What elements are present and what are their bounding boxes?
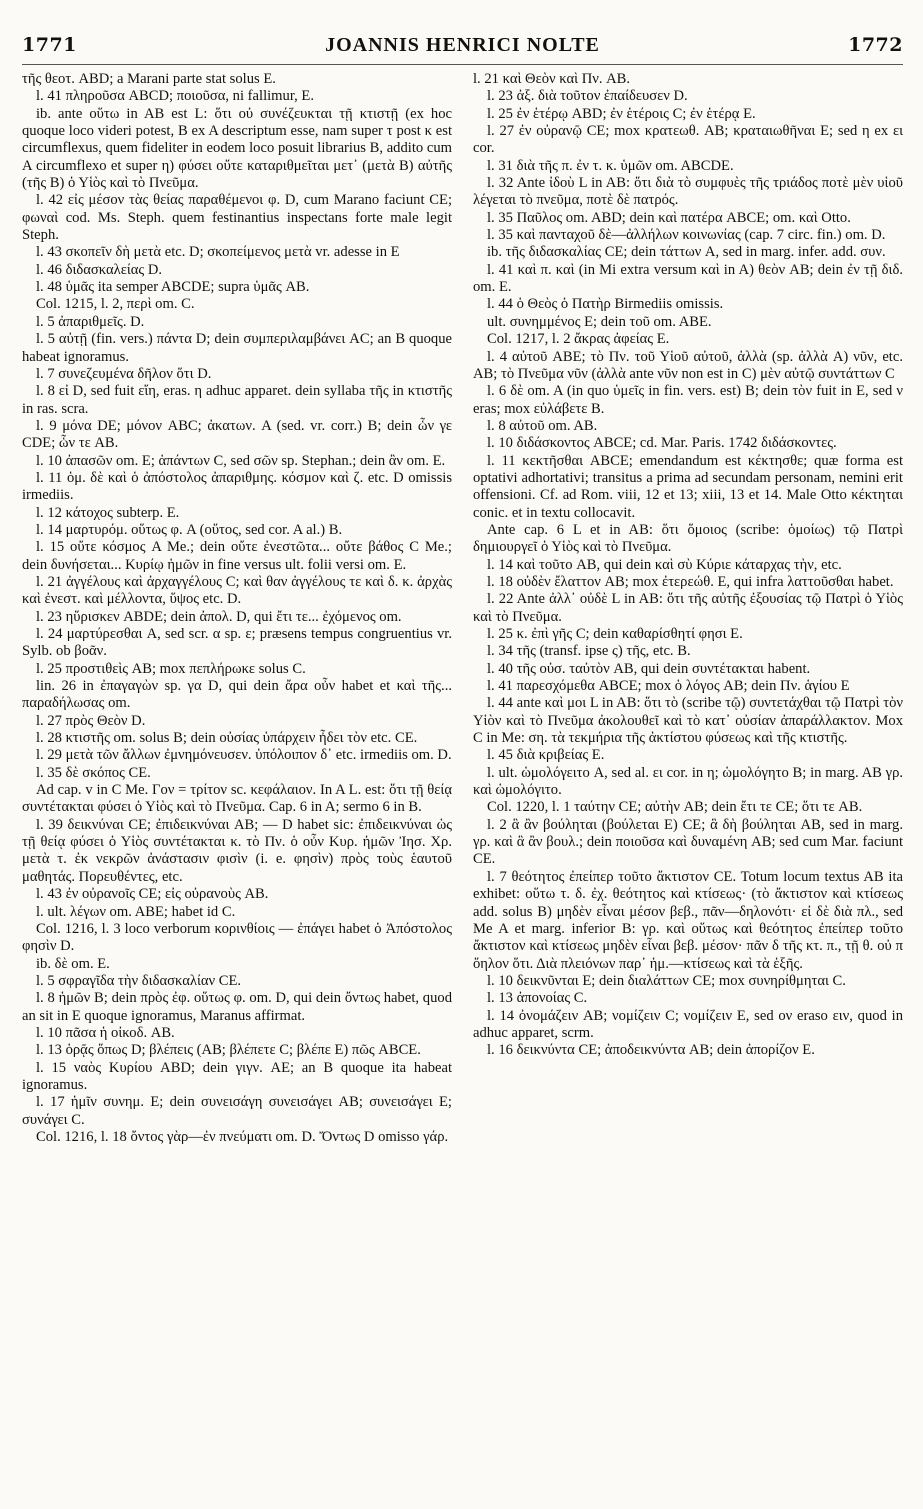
apparatus-note: l. 48 ὑμᾶς ita semper ABCDE; supra ὑμᾶς AB. [36, 279, 310, 296]
apparatus-note: l. 14 μαρτυρόμ. οὕτως φ. A (οὕτος, sed cor. A al.) B. [36, 521, 343, 538]
apparatus-note: l. 23 ἀξ. διὰ τοῦτον ἐπαίδευσεν D. [487, 88, 688, 105]
apparatus-note: l. 17 ἡμῖν συνημ. E; dein συνεισάγη συνεισάγει AB; συνεισάγει E; συνάγει C. [22, 1094, 452, 1128]
apparatus-note: l. 27 πρὸς Θεὸν D. [36, 712, 146, 729]
apparatus-note: l. 43 ἐν οὐρανοῖς CE; εἰς οὐρανοὺς AB. [36, 886, 269, 903]
apparatus-note: ib. τῆς διδασκαλίας CE; dein τάττων A, sed in marg. infer. add. συν. [487, 244, 886, 261]
right-column [473, 71, 903, 1146]
apparatus-note: l. 44 ὁ Θεὸς ὁ Πατὴρ Birmediis omissis. [487, 296, 724, 313]
apparatus-note: l. 5 ἀπαριθμεῖς. D. [36, 313, 145, 330]
apparatus-note: l. 22 Ante ἀλλ᾽ οὐδὲ L in AB: ὅτι τῆς αὐτῆς ἐξουσίας τῷ Πατρὶ ὁ Υἱὸς καὶ τὸ Πνεῦμα. [473, 591, 903, 625]
apparatus-note: l. 10 διδάσκοντος ABCE; cd. Mar. Paris. 1742 διδάσκοντες. [487, 435, 837, 452]
page-header [22, 30, 903, 65]
page-number-left: 1771 [22, 34, 77, 56]
apparatus-note: l. 45 διὰ κριβείας E. [487, 747, 605, 764]
apparatus-note: l. 29 μετὰ τῶν ἄλλων ἐμνημόνευσεν. ὑπόλοιπον δ᾽ etc. irmediis om. D. [36, 747, 452, 764]
apparatus-note: Ad cap. v in C Me. Γον = τρίτον sc. κεφάλαιον. In A L. est: ὅτι τῇ θείᾳ συντέτακται φύσει ὁ Υἱὸς καὶ τὸ Πνεῦμα. Cap. 6 in A; sermo 6 in B. [22, 782, 452, 816]
apparatus-note: l. 8 ἡμῶν B; dein πρὸς ἐφ. οὕτως φ. om. D, qui dein ὄντως habet, quod an sit in E quoque ignoramus, Maranus affirmat. [22, 990, 452, 1024]
apparatus-note: Col. 1216, l. 3 loco verborum κορινθίοις — ἐπάγει habet ὁ Ἀπόστολος φησὶν D. [22, 920, 452, 955]
apparatus-note: l. 4 αὐτοῦ ABE; τὸ Πν. τοῦ Υἱοῦ αὐτοῦ, ἀλλὰ (sp. ἀλλὰ A) νῦν, etc. AB; τὸ Πνεῦμα νῦν (ἀλλὰ ante νῦν non est in C) μὲν αὐτῷ συντάττων C [473, 348, 903, 382]
page-number-right: 1772 [848, 34, 903, 56]
left-column [22, 71, 452, 1146]
apparatus-note: l. 35 δὲ σκόπος CE. [36, 764, 151, 781]
apparatus-note: l. 32 Ante ἰδοὺ L in AB: ὅτι διὰ τὸ συμφυὲς τῆς τριάδος ποτὲ μὲν υἱοῦ λέγεται τὸ πνεῦμα, ποτὲ δὲ πατρός. [473, 175, 903, 209]
apparatus-note: Col. 1216, l. 18 ὄντος γὰρ—ἐν πνεύματι om. D. Ὄντως D omisso γάρ. [36, 1128, 449, 1145]
apparatus-note: l. 18 οὐδὲν ἔλαττον AB; mox ἐτερεώθ. E, qui infra λαττοῦσθαι habet. [487, 573, 894, 590]
apparatus-note: l. 6 δὲ om. A (in quo ὑμεῖς in fin. vers. est) B; dein τὸν fuit in E, sed ν eras; mox εὐλάβετε B. [473, 383, 903, 417]
apparatus-note: Ante cap. 6 L et in AB: ὅτι ὅμοιος (scribe: ὁμοίως) τῷ Πατρὶ δημιουργεῖ ὁ Υἱὸς καὶ τὸ Πνεῦμα. [473, 521, 903, 556]
apparatus-note: l. 31 διὰ τῆς π. ἐν τ. κ. ὑμῶν om. ABCDE. [487, 157, 734, 174]
apparatus-note: l. 5 σφραγῖδα τὴν διδασκαλίαν CE. [36, 972, 242, 989]
apparatus-note: l. 11 ὁμ. δὲ καὶ ὁ ἀπόστολος ἀπαριθμης. κόσμον καὶ ζ. etc. D omissis irmediis. [22, 469, 452, 504]
apparatus-note: l. 7 συνεζευμένα δῆλον ὅτι D. [36, 365, 212, 382]
apparatus-note: l. 10 ἀπασῶν om. E; ἁπάντων C, sed σῶν sp. Stephan.; dein ἂν om. E. [36, 452, 446, 469]
apparatus-note: l. 41 καὶ π. καὶ (in Mi extra versum καὶ in A) θεὸν AB; dein ἐν τῇ διδ. om. E. [473, 261, 903, 296]
apparatus-note: l. 14 καὶ τοῦτο AB, qui dein καὶ σὺ Κύριε κάταρχας τὴν, etc. [487, 556, 842, 573]
apparatus-note: l. 21 ἀγγέλους καὶ ἀρχαγγέλους C; καὶ θαν ἀγγέλους τε καὶ δ. κ. ἀρχὰς καὶ ἐνεστ. καὶ μέλλοντα, ὕψος etc. D. [22, 573, 452, 608]
apparatus-note: l. 35 Παῦλος om. ABD; dein καὶ πατέρα ABCE; om. καὶ Otto. [487, 209, 851, 226]
apparatus-note: l. ult. ὡμολόγειτο A, sed al. ει cor. in η; ὡμολόγητο B; in marg. AB γρ. καὶ ὡμολόγιτο. [473, 764, 903, 799]
apparatus-note: l. 25 ἐν ἑτέρῳ ABD; ἐν ἑτέροις C; ἐν ἑτέρᾳ E. [487, 105, 756, 122]
columns [22, 71, 903, 1146]
apparatus-note: l. 39 δεικνύναι CE; ἐπιδεικνύναι AB; — D habet sic: ἐπιδεικνύναι ὡς τῇ θείᾳ φύσει ὁ Υἱὸς συντέτακται κ. τὸ Πν. ὁ οὖν Κυρ. ἡμῶν Ἰησ. Χρ. μετὰ τ. ἐκ νεκρῶν ἀνάστασιν φισὶν (i. e. φησὶν) πρὸς τοὺς ἑαυτοῦ μαθητάς. Πορευθέντες, etc. [22, 816, 452, 885]
apparatus-note: l. 41 πληροῦσα ABCD; ποιοῦσα, ni fallimur, E. [36, 88, 314, 105]
apparatus-note: l. 35 καὶ πανταχοῦ δὲ—ἀλλήλων κοινωνίας (cap. 7 circ. fin.) om. D. [487, 227, 886, 244]
apparatus-note: l. 25 κ. ἐπὶ γῆς C; dein καθαρίσθητί φησι E. [487, 626, 743, 642]
apparatus-note: l. 21 καὶ Θεὸν καὶ Πν. AB. [473, 71, 631, 87]
apparatus-note: l. 28 κτιστῆς om. solus B; dein οὐσίας ὑπάρχειν ἦδει τὸν etc. CE. [36, 730, 418, 747]
apparatus-note: l. 5 αὐτῇ (fin. vers.) πάντα D; dein συμπεριλαμβάνει AC; an B quoque habeat ignoramus. [22, 331, 452, 365]
apparatus-note: l. 43 σκοπεῖν δὴ μετὰ etc. D; σκοπείμενος μετὰ vr. adesse in E [36, 244, 400, 261]
apparatus-note: l. 10 δεικνῦνται E; dein διαλάττων CE; mox συνηρίθμηται C. [487, 972, 846, 989]
apparatus-note: Col. 1217, l. 2 ἄκρας ἀφείας E. [487, 331, 670, 348]
apparatus-note: l. 8 εἰ D, sed fuit εἴη, eras. η adhuc apparet. dein syllaba τῆς in κτιστῆς in ras. scra. [22, 383, 452, 417]
apparatus-note: l. 40 τῆς οὐσ. ταὐτὸν AB, qui dein συντέτακται habent. [487, 660, 811, 677]
apparatus-note: l. 27 ἐν οὐρανῷ CE; mox κρατεωθ. AB; κραταιωθῆναι E; sed η ex ει cor. [473, 123, 903, 157]
apparatus-note: Col. 1220, l. 1 ταύτην CE; αὐτὴν AB; dein ἔτι τε CE; ὅτι τε AB. [487, 799, 863, 816]
apparatus-note: l. 2 ἃ ἂν βούληται (βούλεται E) CE; ἃ δὴ βούληται AB, sed in marg. γρ. καὶ ἃ ἂν βουλ.; dein ποιοῦσα καὶ δυναμένη AB; sed cum Mar. faciunt CE. [473, 816, 903, 868]
apparatus-note: ult. συνημμένος E; dein τοῦ om. ABE. [487, 313, 712, 330]
apparatus-note: l. ult. λέγων om. ABE; habet id C. [36, 903, 236, 920]
apparatus-note: ib. δὲ om. E. [36, 955, 110, 972]
apparatus-note: l. 24 μαρτύρεσθαι A, sed scr. α sp. ε; præsens tempus congruentius vr. Sylb. ob βοᾶν. [22, 626, 452, 660]
apparatus-note: l. 10 πᾶσα ἡ οἰκοδ. AB. [36, 1024, 175, 1041]
apparatus-note: lin. 26 in ἐπαγαγὼν sp. γα D, qui dein ἄρα οὖν habet et καὶ τῆς... παραδήλωσας om. [22, 678, 452, 712]
apparatus-note: l. 8 αὐτοῦ om. AB. [487, 417, 598, 434]
running-title: JOANNIS HENRICI NOLTE [325, 34, 600, 56]
apparatus-note: l. 42 εἰς μέσον τὰς θείας παραθέμενοι φ. D, cum Marano faciunt CE; φωναὶ cod. Ms. Steph. quem festinantius inspectans forte male legit Steph. [22, 192, 452, 244]
apparatus-note: ib. ante οὕτω in AB est L: ὅτι οὐ συνέζευκται τῇ κτιστῇ (ex hoc quoque loco videri potest, B ex A descriptum esse, nam super τ post κ est circumflexus, quem fideliter in eodem loco posuit librarius B, addito cum A circumflexo et super η) φύσει οὔτε καταριθμεῖται μετ᾽ (μετὰ B) αὐτῆς (τῆς B) ὁ Υἱὸς καὶ τὸ Πνεῦμα. [22, 105, 452, 192]
apparatus-note: l. 44 ante καὶ μοι L in AB: ὅτι τὸ (scribe τῷ) συντετάχθαι τῷ Πατρὶ τὸν Υἱὸν καὶ τὸ Πνεῦμα ἀκολουθεῖ καὶ τὸ κατ᾽ οὐσίαν ἀπαράλλακτον. Mox C in Me: ση. τὰ τεκμήρια τῆς ἀκτίστου φύσεως καὶ τῆς κτιστῆς. [473, 695, 903, 747]
apparatus-note: l. 13 ὁρᾷς ὅπως D; βλέπεις (AB; βλέπετε C; βλέπε E) πῶς ABCE. [36, 1042, 421, 1059]
apparatus-note: l. 41 παρεσχόμεθα ABCE; mox ὁ λόγος AB; dein Πν. ἁγίου E [487, 678, 850, 695]
apparatus-note: l. 15 ναὸς Κυρίου ABD; dein γιγν. AE; an B quoque ita habeat ignoramus. [22, 1059, 452, 1093]
apparatus-note: l. 23 ηὕρισκεν ABDE; dein ἀπολ. D, qui ἔτι τε... ἐχόμενος om. [36, 608, 402, 625]
apparatus-note: l. 14 ὀνομάζειν AB; νομίζειν C; νομίζειν E, sed ον eraso ειν, quod in adhuc apparet, scrm. [473, 1007, 903, 1041]
apparatus-note: l. 9 μόνα DE; μόνον ABC; ἀκατων. A (sed. vr. corr.) B; dein ὧν γε CDE; ὧν τε AB. [22, 417, 452, 452]
apparatus-note: Col. 1215, l. 2, περὶ om. C. [36, 296, 195, 313]
apparatus-note: l. 25 προστιθεὶς AB; mox πεπλήρωκε solus C. [36, 660, 306, 677]
apparatus-note: l. 34 τῆς (transf. ipse ς) τῆς, etc. B. [487, 643, 691, 660]
apparatus-note: τῆς θεοτ. ABD; a Marani parte stat solus E. [22, 71, 276, 87]
apparatus-note: l. 7 θεότητος ἐπείπερ τοῦτο ἄκτιστον CE. Totum locum textus AB ita exhibet: οὕτω τ. δ. ἐχ. θεότητος καὶ κτίσεως· (τὸ ἄκτιστον καὶ κτίσεως add. solus B) μηδὲν εἶναι μέσον βεβ., πᾶν—δηλονότι· εἰ δὲ διὰ πλ., sed Me A et marg. inferior B: γρ. καὶ οὕτως καὶ θεότητος ἐπείπερ τοῦτο ἄκτιστον καὶ κτίσεως μηδὲν εἶναι βεβ. μέσον· πᾶν δ τῆς κτ. π., τῇ θ. οὐ π ὅηλον ὅτι. Διὰ πλειόνων παρ᾽ ἡμ.—κτίσεως καὶ τὰ ἑξῆς. [473, 868, 903, 972]
apparatus-note: l. 12 κάτοχος subterp. E. [36, 504, 180, 521]
apparatus-note: l. 46 διδασκαλείας D. [36, 261, 163, 278]
apparatus-note: l. 16 δεικνύντα CE; ἀποδεικνύντα AB; dein ἀπορίζον E. [487, 1042, 815, 1059]
apparatus-note: l. 15 οὔτε κόσμος A Me.; dein οὔτε ἐνεστῶτα... οὔτε βάθος C Me.; dein δυνήσεται... Κυρίῳ ἡμῶν in fine versus ult. folii versi om. E. [22, 539, 452, 573]
apparatus-note: l. 13 ἀπονοίας C. [487, 990, 588, 1007]
apparatus-note: l. 11 κεκτῆσθαι ABCE; emendandum est κέκτησθε; quæ forma est optativi adhortativi; transitus a prima ad secundam personam, nemini erit offensioni. Cf. ad Rom. viii, 12 et 13; xiii, 13 et 14. Male Otto κέκτηται conic. et in textu collocavit. [473, 452, 903, 521]
